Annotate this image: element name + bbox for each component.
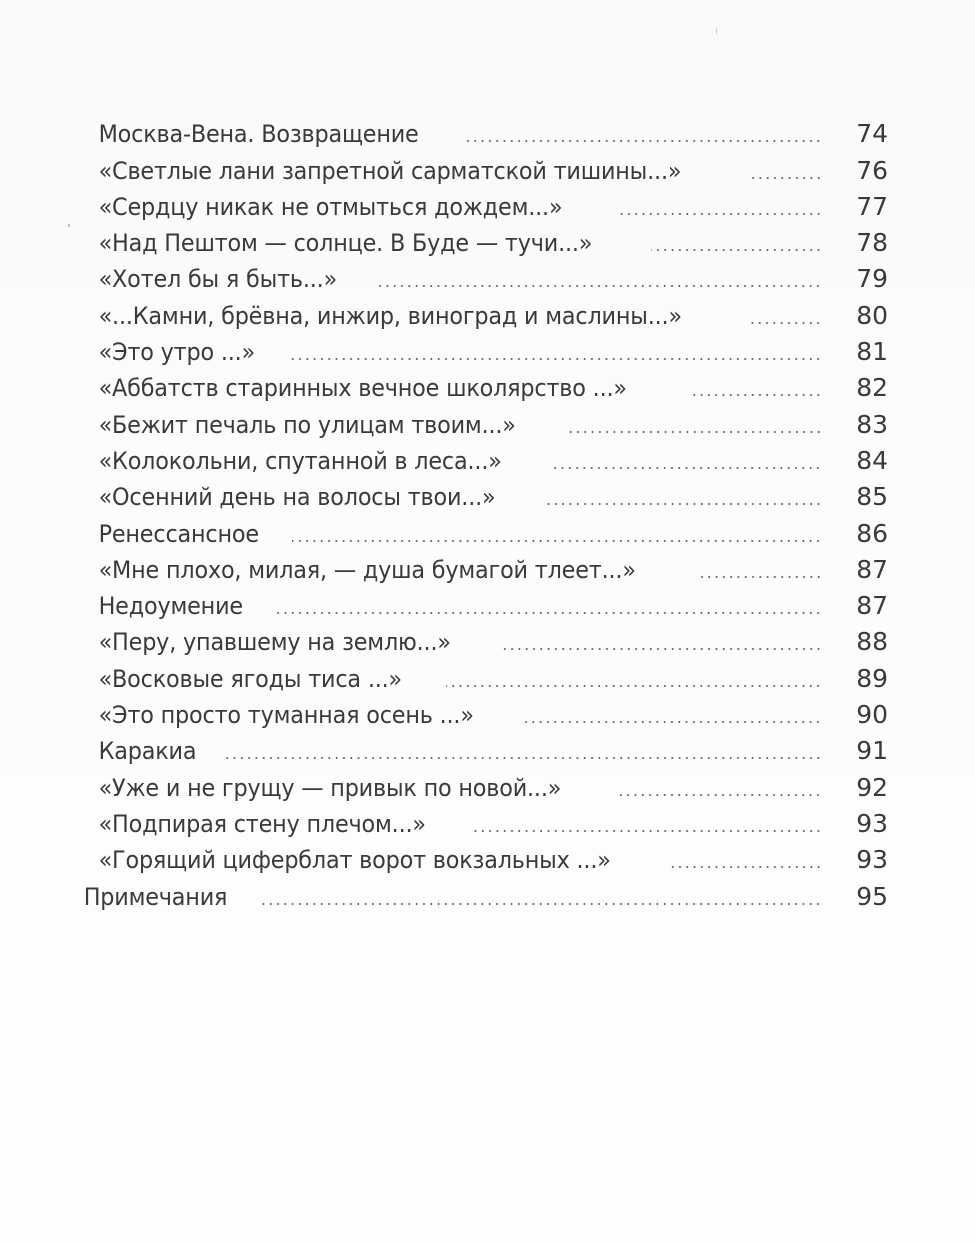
- toc-entry[interactable]: [0, 839, 975, 875]
- toc-entry-page: 88: [856, 627, 888, 657]
- toc-entry-page: 90: [856, 700, 888, 730]
- dot-leader: [674, 373, 822, 403]
- toc-entry[interactable]: [0, 694, 975, 730]
- dot-leader: [603, 773, 822, 803]
- toc-entry-title: Недоумение: [98, 592, 243, 621]
- dot-leader: [509, 700, 822, 730]
- toc-entry[interactable]: [0, 403, 975, 439]
- toc-entry[interactable]: [0, 730, 975, 766]
- toc-entry[interactable]: [0, 476, 975, 512]
- dot-leader: [733, 301, 822, 331]
- toc-entry-page: 87: [856, 591, 888, 621]
- dot-leader: [432, 664, 822, 694]
- toc-entry-page: 85: [856, 482, 888, 512]
- toc-entry[interactable]: [0, 657, 975, 693]
- dot-leader: [555, 410, 822, 440]
- toc-entry[interactable]: [0, 512, 975, 548]
- toc-entry-page: 79: [856, 264, 888, 294]
- toc-entry-page: 91: [856, 736, 888, 766]
- toc-entry-title: «Осенний день на волосы твои...»: [98, 483, 496, 512]
- toc-entry[interactable]: [0, 222, 975, 258]
- toc-entry-title: «Аббатств старинных вечное школярство ...»: [98, 374, 627, 403]
- toc-entry[interactable]: [0, 367, 975, 403]
- toc-entry-page: 86: [856, 518, 888, 548]
- toc-entry-title: «Хотел бы я быть...»: [98, 265, 338, 294]
- toc-entry-page: 82: [856, 373, 888, 403]
- toc-entry-page: 89: [856, 663, 888, 693]
- dot-leader: [211, 736, 822, 766]
- toc-entry-title: «Бежит печаль по улицам твоим...»: [98, 410, 516, 439]
- toc-entry-title: Москва-Вена. Возвращение: [98, 120, 419, 149]
- toc-entry-title: «Это просто туманная осень ...»: [98, 701, 474, 730]
- toc-entry-page: 77: [856, 191, 888, 221]
- toc-entry[interactable]: [0, 294, 975, 330]
- dot-leader: [362, 264, 822, 294]
- toc-entry-title: «Горящий циферблат ворот вокзальных ...»: [98, 846, 611, 875]
- toc-entry-page: 92: [856, 772, 888, 802]
- toc-entry[interactable]: [0, 585, 975, 621]
- toc-entry-title: «Колокольни, спутанной в леса...»: [98, 446, 502, 475]
- toc-entry-page: 81: [856, 337, 888, 367]
- toc-entry-page: 93: [856, 845, 888, 875]
- toc-entry[interactable]: [0, 113, 975, 149]
- toc-entry-title: «Подпирая стену плечом...»: [98, 809, 426, 838]
- toc-entry[interactable]: [0, 258, 975, 294]
- dot-leader: [684, 555, 822, 585]
- toc-entry-title: «Над Пештом — солнце. В Буде — тучи...»: [98, 229, 593, 258]
- toc-entry-page: 84: [856, 445, 888, 475]
- dot-leader: [458, 809, 822, 839]
- dot-leader: [637, 228, 822, 258]
- toc-entry-title: Ренессансное: [98, 519, 259, 548]
- table-of-contents: [0, 113, 975, 912]
- toc-entry-title: «Мне плохо, милая, — душа бумагой тлеет...»: [98, 555, 636, 584]
- dot-leader: [657, 845, 822, 875]
- toc-entry-page: 76: [856, 155, 888, 185]
- toc-entry[interactable]: [0, 149, 975, 185]
- dot-leader: [450, 119, 822, 149]
- toc-entry-page: 87: [856, 554, 888, 584]
- toc-entry-page: 83: [856, 409, 888, 439]
- toc-entry[interactable]: [0, 186, 975, 222]
- dot-leader: [274, 337, 822, 367]
- toc-entry[interactable]: [0, 440, 975, 476]
- toc-entry-page: 95: [856, 881, 888, 911]
- bleed-through-mark: [716, 28, 717, 34]
- dot-leader: [605, 192, 822, 222]
- toc-entry[interactable]: [0, 621, 975, 657]
- toc-entry-page: 74: [856, 119, 888, 149]
- toc-entry-page: 78: [856, 228, 888, 258]
- dot-leader: [539, 446, 822, 476]
- toc-entry-title: «Перу, упавшему на землю...»: [98, 628, 451, 657]
- toc-entry-title: «Светлые лани запретной сарматской тишины...»: [98, 156, 682, 185]
- toc-entry[interactable]: [0, 331, 975, 367]
- toc-entry-title: «Уже и не грущу — привык по новой...»: [98, 773, 562, 802]
- dot-leader: [244, 882, 822, 912]
- toc-entry-title: «Это утро ...»: [98, 338, 256, 367]
- dot-leader: [533, 482, 822, 512]
- toc-entry[interactable]: [0, 803, 975, 839]
- dot-leader: [485, 627, 822, 657]
- toc-entry[interactable]: [0, 549, 975, 585]
- toc-entry-title: Каракиа: [98, 737, 197, 766]
- toc-entry-page: 93: [856, 808, 888, 838]
- toc-entry-title: «...Камни, брёвна, инжир, виноград и маслины...»: [98, 301, 682, 330]
- toc-entry-notes[interactable]: [0, 875, 975, 911]
- toc-entry-title: «Восковые ягоды тиса ...»: [98, 664, 403, 693]
- toc-entry-title: «Сердцу никак не отмыться дождем...»: [98, 192, 563, 221]
- toc-entry-title: Примечания: [83, 882, 228, 911]
- dot-leader: [733, 156, 822, 186]
- dot-leader: [261, 591, 822, 621]
- toc-entry[interactable]: [0, 766, 975, 802]
- toc-entry-page: 80: [856, 300, 888, 330]
- dot-leader: [278, 519, 822, 549]
